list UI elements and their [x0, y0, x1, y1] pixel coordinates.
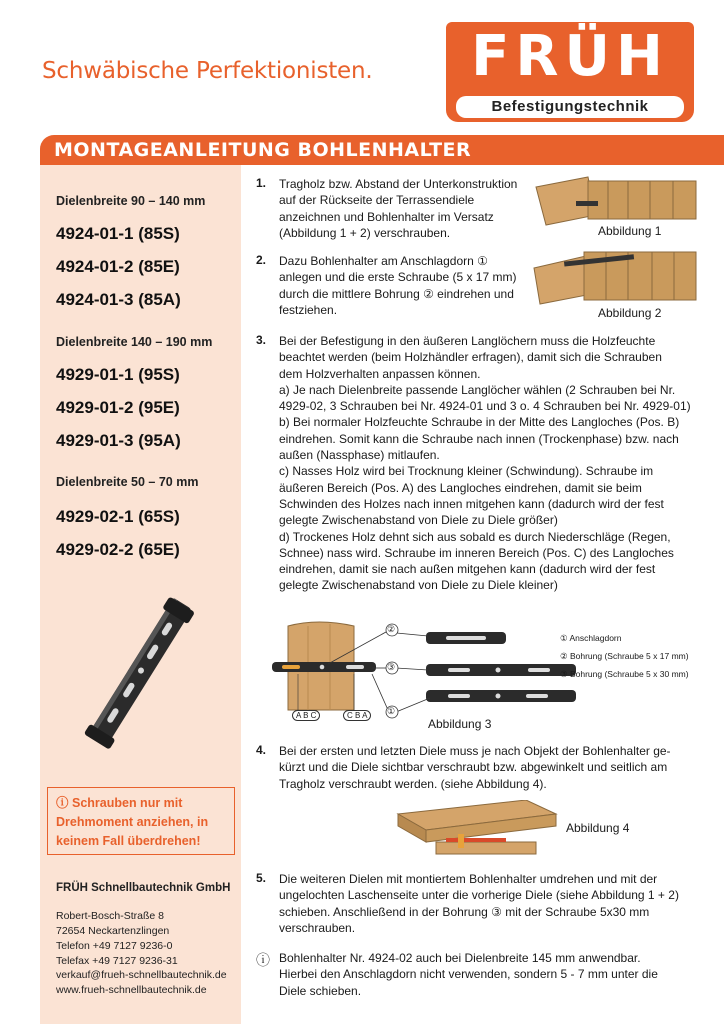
- frueh-logo: [446, 22, 694, 122]
- text-line: gelegte Zwischenabstand von Diele zu Diele größer): [279, 513, 558, 528]
- group-label: Dielenbreite 140 – 190 mm: [56, 335, 213, 349]
- address-line: Robert-Bosch-Straße 8: [56, 910, 164, 922]
- text-line: eindrehen. Somit kann die Schraube nach innen (Trockenphase) bzw. nach: [279, 431, 679, 446]
- product-code: 4924-01-1 (85S): [56, 224, 180, 243]
- step-number: 1.: [256, 176, 267, 190]
- text-line: festziehen.: [279, 302, 338, 317]
- position-label-left: A B C: [292, 710, 320, 721]
- info-icon: ⓘ: [56, 796, 72, 810]
- note-text: [279, 950, 719, 999]
- warning-box: [47, 787, 235, 855]
- product-code: 4929-01-2 (95E): [56, 398, 180, 417]
- text-line: a) Je nach Dielenbreite passende Langlöcher wählen (2 Schrauben bei Nr.: [279, 382, 676, 397]
- text-line: (Abbildung 1 + 2) verschrauben.: [279, 225, 451, 240]
- text-line: Bei der ersten und letzten Diele muss je nach Objekt der Bohlenhalter ge-: [279, 744, 671, 758]
- warning-message: Schrauben nur mit Drehmoment anziehen, in keinem Fall überdrehen!: [56, 796, 209, 848]
- legend-item: ③ Bohrung (Schraube 5 x 30 mm): [560, 669, 689, 679]
- group-label: Dielenbreite 90 – 140 mm: [56, 194, 206, 208]
- text-line: Bohlenhalter Nr. 4924-02 auch bei Dielenbreite 145 mm anwendbar.: [279, 951, 641, 965]
- text-line: Bei der Befestigung in den äußeren Langlöchern muss die Holzfeuchte: [279, 334, 656, 348]
- company-name: FRÜH Schnellbautechnik GmbH: [56, 882, 231, 894]
- text-line: verschrauben.: [279, 920, 356, 935]
- text-line: äußeren Bereich (Pos. A) des Langloches eindrehen, damit sie beim: [279, 480, 642, 495]
- text-line: auf der Rückseite der Terrassendiele: [279, 193, 475, 208]
- text-line: anzeichnen und Bohlenhalter im Versatz: [279, 209, 494, 224]
- product-code: 4924-01-2 (85E): [56, 257, 180, 276]
- text-line: eindrehen, damit sie nach außen mitgehen kann (dadurch wird der fest: [279, 562, 656, 577]
- warning-text: [56, 794, 232, 851]
- phone-line: Telefon +49 7127 9236-0: [56, 940, 173, 952]
- text-line: Die weiteren Dielen mit montiertem Bohlenhalter umdrehen und mit der: [279, 872, 658, 886]
- step-number: 2.: [256, 253, 267, 267]
- group-label: Dielenbreite 50 – 70 mm: [56, 475, 199, 489]
- step-3-text: [279, 333, 719, 594]
- text-line: Tragholz bzw. Abstand der Unterkonstruktion: [279, 177, 518, 191]
- text-line: außen (Nassphase) mitlaufen.: [279, 448, 440, 463]
- legend-item: ① Anschlagdorn: [560, 633, 622, 643]
- tagline: Schwäbische Perfektionisten.: [42, 58, 373, 84]
- fax-line: Telefax +49 7127 9236-31: [56, 955, 178, 967]
- address-line: 72654 Neckartenzlingen: [56, 925, 170, 937]
- logo-subtitle: Befestigungstechnik: [456, 96, 684, 118]
- product-code: 4929-01-1 (95S): [56, 365, 180, 384]
- position-label-right: C B A: [343, 710, 371, 721]
- text-line: kürzt und die Diele sichtbar verschraubt bzw. abgewinkelt und seitlich am: [279, 760, 668, 775]
- figure-3-caption: Abbildung 3: [428, 717, 492, 731]
- figure-4-image: [396, 800, 558, 862]
- title-banner: [40, 135, 724, 165]
- callout-2: ②: [387, 624, 396, 634]
- text-line: b) Bei normaler Holzfeuchte Schraube in der Mitte des Langloches (Pos. B): [279, 415, 680, 430]
- bracket-photo: [68, 583, 218, 763]
- text-line: anlegen und die erste Schraube (5 x 17 mm): [279, 270, 517, 285]
- figure-4-caption: Abbildung 4: [566, 821, 630, 835]
- page-title: MONTAGEANLEITUNG BOHLENHALTER: [54, 139, 472, 161]
- product-code: 4929-01-3 (95A): [56, 431, 181, 450]
- text-line: Hierbei den Anschlagdorn nicht verwenden, sondern 5 - 7 mm unter die: [279, 967, 658, 982]
- product-code: 4929-02-2 (65E): [56, 540, 180, 559]
- info-icon: ⓘ: [256, 952, 270, 968]
- step-4-text: [279, 743, 719, 792]
- step-5-text: [279, 871, 719, 936]
- sidebar: [40, 165, 241, 1024]
- text-line: beachtet werden (beim Holzhändler erfragen), damit sich die Schrauben: [279, 350, 662, 365]
- text-line: c) Nasses Holz wird bei Trocknung kleiner (Schwindung). Schraube im: [279, 464, 654, 479]
- text-line: ungelochten Laschenseite unter die vorherige Diele (siehe Abbildung 1 + 2): [279, 888, 679, 903]
- email-line[interactable]: verkauf@frueh-schnellbautechnik.de: [56, 969, 227, 981]
- text-line: schieben. Anschließend in der Bohrung ③ mit der Schraube 5x30 mm: [279, 904, 650, 919]
- figure-2-image: [528, 242, 698, 308]
- step-number: 5.: [256, 871, 267, 885]
- figure-1-caption: Abbildung 1: [598, 224, 662, 238]
- text-line: durch die mittlere Bohrung ② eindrehen und: [279, 286, 514, 301]
- callout-3: ③: [387, 662, 396, 672]
- text-line: Tragholz verschraubt werden. (siehe Abbildung 4).: [279, 776, 547, 791]
- step-number: 3.: [256, 333, 267, 347]
- text-line: d) Trockenes Holz dehnt sich aus sobald es durch Niederschläge (Regen,: [279, 529, 671, 544]
- text-line: gelegte Zwischenabstand von Diele zu Diele kleiner): [279, 578, 558, 593]
- step-number: 4.: [256, 743, 267, 757]
- text-line: Schwinden des Holzes nach innen mitgehen kann (dadurch wird der fest: [279, 496, 664, 511]
- figure-1-image: [528, 175, 698, 227]
- text-line: Dazu Bohlenhalter am Anschlagdorn ①: [279, 254, 488, 268]
- callout-1: ①: [387, 706, 396, 716]
- text-line: Diele schieben.: [279, 983, 362, 998]
- step-1-text: [279, 176, 517, 241]
- legend-item: ② Bohrung (Schraube 5 x 17 mm): [560, 651, 689, 661]
- text-line: dem Holzverhalten anpassen können.: [279, 366, 481, 381]
- logo-word: FRÜH: [471, 24, 669, 89]
- text-line: Schnee) nass wird. Schraube im inneren Bereich (Pos. C) des Langloches: [279, 545, 674, 560]
- figure-2-caption: Abbildung 2: [598, 306, 662, 320]
- text-line: 4929-02, 3 Schrauben bei Nr. 4924-01 und 3 o. 4 Schrauben bei Nr. 4929-01): [279, 399, 691, 414]
- website-line[interactable]: www.frueh-schnellbautechnik.de: [56, 984, 207, 996]
- product-code: 4929-02-1 (65S): [56, 507, 180, 526]
- product-code: 4924-01-3 (85A): [56, 290, 181, 309]
- step-2-text: [279, 253, 516, 318]
